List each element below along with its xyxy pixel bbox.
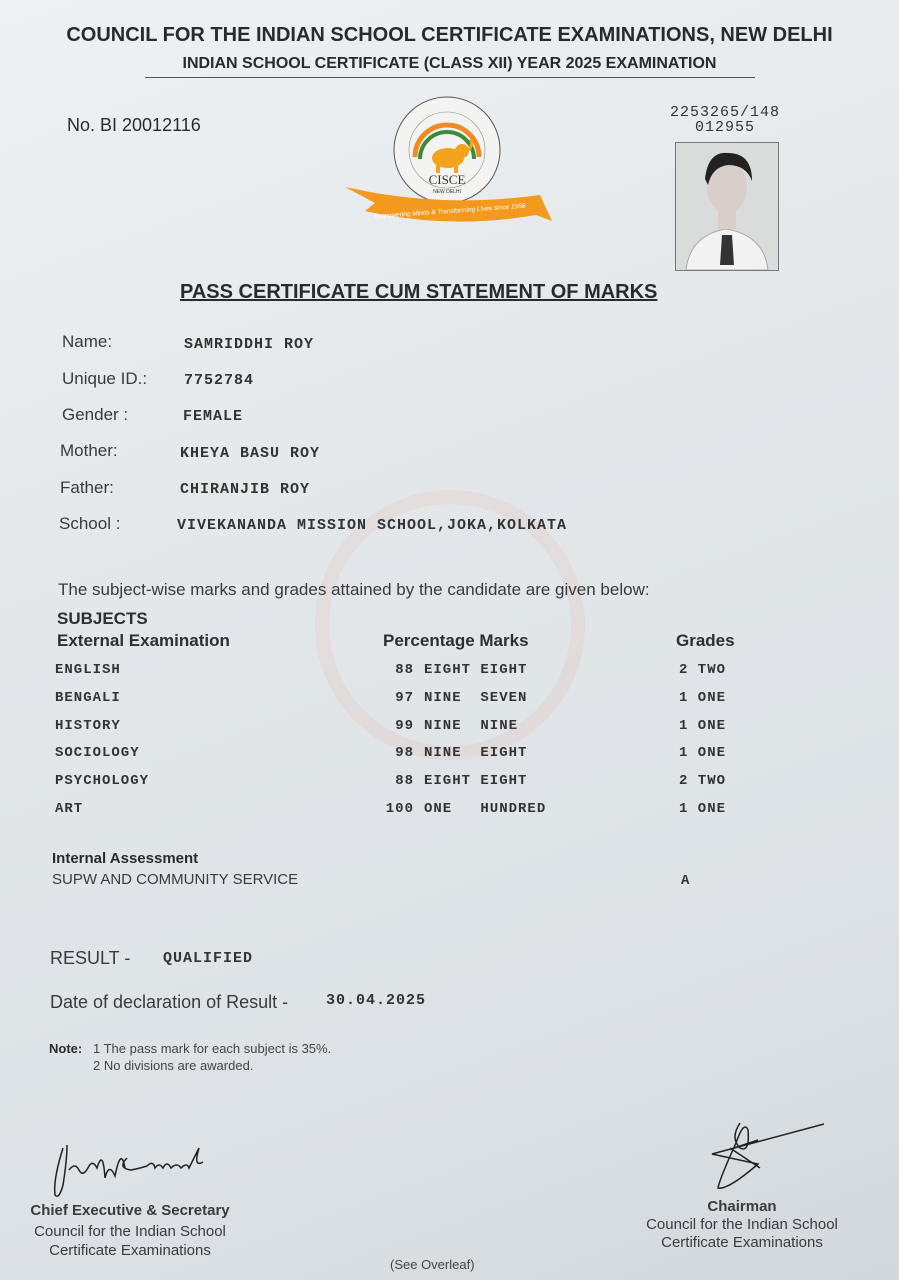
- candidate-photo: [675, 142, 779, 271]
- unique-id-label: Unique ID.:: [62, 369, 148, 388]
- secretary-title: Chief Executive & Secretary: [30, 1202, 230, 1219]
- reference-numbers: [665, 105, 785, 135]
- ref-line-1: 2253265/148: [669, 104, 781, 121]
- declaration-date: 30.04.2025: [326, 992, 427, 1009]
- subject-name: SOCIOLOGY: [55, 745, 140, 761]
- certificate-heading: PASS CERTIFICATE CUM STATEMENT OF MARKS: [180, 281, 658, 303]
- subject-name: ART: [55, 801, 84, 817]
- chairman-signature: [700, 1118, 830, 1198]
- intro-text: The subject-wise marks and grades attained by the candidate are given below:: [58, 580, 650, 599]
- result-value: QUALIFIED: [163, 950, 254, 967]
- marks-number: 99: [395, 718, 414, 734]
- note-label: Note:: [49, 1041, 83, 1056]
- internal-assessment-header: Internal Assessment: [52, 850, 199, 867]
- marks-in-words: NINE EIGHT: [424, 745, 528, 761]
- chairman-title: Chairman: [707, 1198, 777, 1215]
- secretary-org-line2: Certificate Examinations: [49, 1242, 211, 1259]
- subject-name: BENGALI: [55, 690, 121, 706]
- father-value: CHIRANJIB ROY: [180, 481, 311, 498]
- svg-text:Empowering Minds & Transformin: Empowering Minds & Transforming Lives since 1958: [374, 202, 526, 221]
- chairman-org-line2: Certificate Examinations: [661, 1234, 823, 1251]
- svg-text:NEW DELHI: NEW DELHI: [433, 189, 461, 195]
- marks-number: 97: [395, 690, 414, 706]
- grade: 1 ONE: [679, 718, 727, 734]
- school-value: VIVEKANANDA MISSION SCHOOL,JOKA,KOLKATA: [177, 517, 568, 534]
- internal-grade: A: [681, 873, 691, 889]
- secretary-signature: [45, 1140, 225, 1205]
- logo-name: CISCE: [428, 172, 466, 187]
- unique-id-value: 7752784: [184, 372, 255, 389]
- subject-name: HISTORY: [55, 718, 121, 734]
- council-title: COUNCIL FOR THE INDIAN SCHOOL CERTIFICATE EXAMINATIONS, NEW DELHI: [66, 24, 833, 46]
- note-item-1: 1 The pass mark for each subject is 35%.: [93, 1041, 332, 1056]
- subject-name: PSYCHOLOGY: [55, 773, 150, 789]
- secretary-org-line1: Council for the Indian School: [34, 1223, 226, 1240]
- mother-value: KHEYA BASU ROY: [180, 445, 321, 462]
- title-underline: [145, 77, 755, 78]
- name-label: Name:: [62, 332, 113, 351]
- school-label: School :: [59, 514, 121, 533]
- subjects-header: SUBJECTS: [57, 609, 148, 628]
- grade: 1 ONE: [679, 745, 727, 761]
- marks-in-words: NINE SEVEN: [424, 690, 528, 706]
- name-value: SAMRIDDHI ROY: [184, 336, 315, 353]
- marks-in-words: EIGHT EIGHT: [424, 773, 528, 789]
- result-label: RESULT -: [50, 948, 131, 968]
- marks-number: 98: [395, 745, 414, 761]
- marks-in-words: EIGHT EIGHT: [424, 662, 528, 678]
- father-label: Father:: [60, 478, 114, 497]
- grade: 1 ONE: [679, 801, 727, 817]
- gender-value: FEMALE: [183, 408, 244, 425]
- external-exam-header: External Examination: [57, 631, 230, 650]
- marks-number: 100: [385, 801, 414, 817]
- certificate-number: No. BI 20012116: [67, 115, 201, 135]
- see-overleaf: (See Overleaf): [390, 1257, 475, 1272]
- marks-number: 88: [395, 773, 414, 789]
- internal-subject: SUPW AND COMMUNITY SERVICE: [52, 871, 299, 888]
- subject-name: ENGLISH: [55, 662, 121, 678]
- ref-line-2: 012955: [694, 119, 755, 136]
- grade: 1 ONE: [679, 690, 727, 706]
- mother-label: Mother:: [60, 441, 118, 460]
- declaration-label: Date of declaration of Result -: [50, 992, 289, 1012]
- note-item-2: 2 No divisions are awarded.: [93, 1058, 254, 1073]
- grade: 2 TWO: [679, 662, 727, 678]
- grades-header: Grades: [676, 631, 735, 650]
- marks-number: 88: [395, 662, 414, 678]
- cisce-logo: [340, 95, 560, 235]
- exam-title: INDIAN SCHOOL CERTIFICATE (CLASS XII) YEAR 2025 EXAMINATION: [182, 55, 717, 72]
- percentage-marks-header: Percentage Marks: [383, 631, 529, 650]
- marks-in-words: NINE NINE: [424, 718, 519, 734]
- chairman-org-line1: Council for the Indian School: [646, 1216, 838, 1233]
- gender-label: Gender :: [62, 405, 129, 424]
- grade: 2 TWO: [679, 773, 727, 789]
- marks-in-words: ONE HUNDRED: [424, 801, 547, 817]
